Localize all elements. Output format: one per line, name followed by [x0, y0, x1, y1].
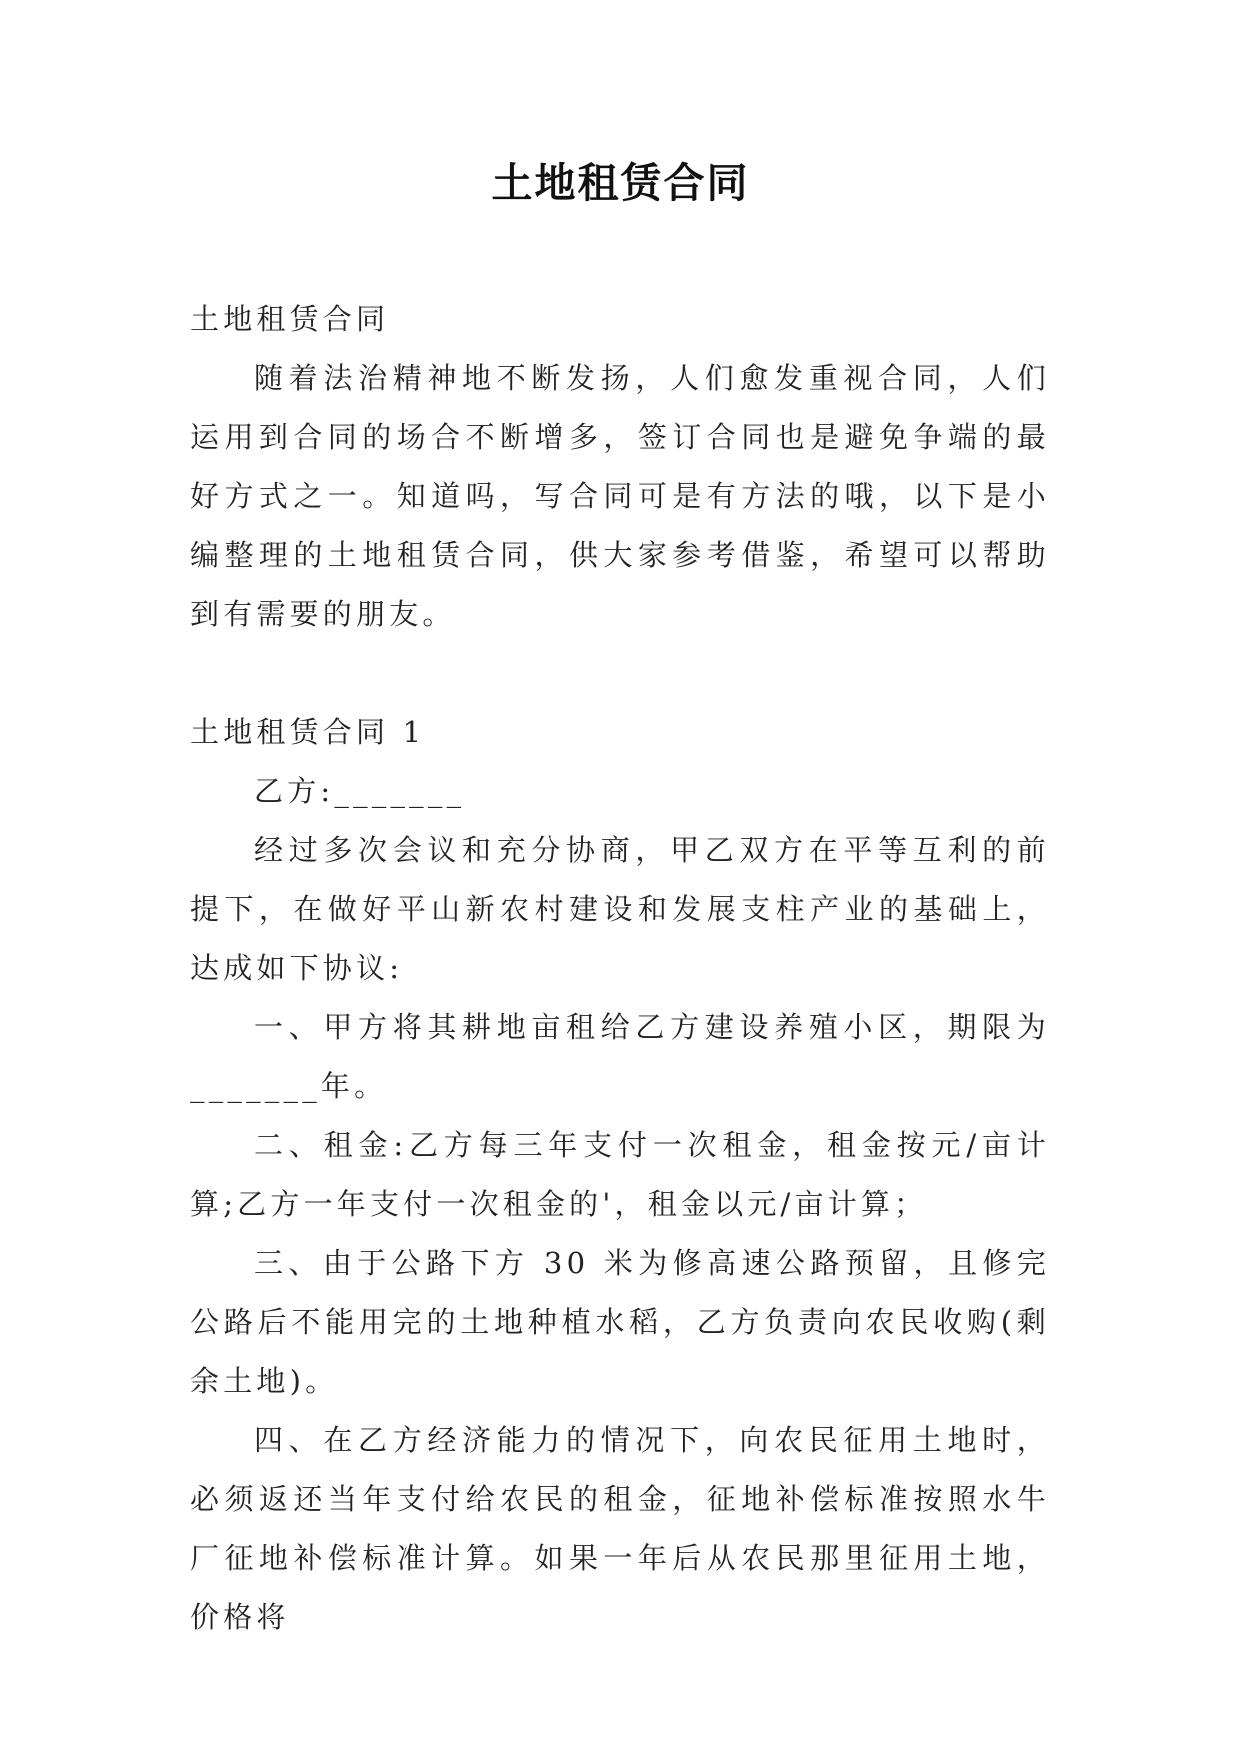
- party-b-line: 乙方:_______: [254, 774, 466, 808]
- document-title: 土地租赁合同: [491, 159, 750, 207]
- paragraph-clause-3: 三、由于公路下方 30 米为修高速公路预留，且修完公路后不能用完的土地种植水稻，乙方负责向农民收购(剩余土地)。: [190, 1246, 1050, 1398]
- paragraph-clause-4: 四、在乙方经济能力的情况下，向农民征用土地时，必须返还当年支付给农民的租金，征地补偿标准按照水牛厂征地补偿标准计算。如果一年后从农民那里征用土地，价格将: [190, 1423, 1050, 1634]
- section-heading: 土地租赁合同 1: [190, 715, 426, 749]
- paragraph-agreement: 经过多次会议和充分协商，甲乙双方在平等互利的前提下，在做好平山新农村建设和发展支柱产业的基础上，达成如下协议:: [190, 833, 1050, 985]
- document-subtitle: 土地租赁合同: [190, 302, 390, 336]
- document-body: [190, 290, 1050, 1647]
- paragraph-clause-1: 一、甲方将其耕地亩租给乙方建设养殖小区，期限为_______年。: [190, 1010, 1050, 1103]
- intro-paragraph: 随着法治精神地不断发扬，人们愈发重视合同，人们运用到合同的场合不断增多，签订合同也是避免争端的最好方式之一。知道吗，写合同可是有方法的哦，以下是小编整理的土地租赁合同，供大家参考借鉴，希望可以帮助到有需要的朋友。: [190, 361, 1050, 631]
- paragraph-clause-2: 二、租金:乙方每三年支付一次租金，租金按元/亩计算;乙方一年支付一次租金的'，租金以元/亩计算；: [190, 1128, 1050, 1221]
